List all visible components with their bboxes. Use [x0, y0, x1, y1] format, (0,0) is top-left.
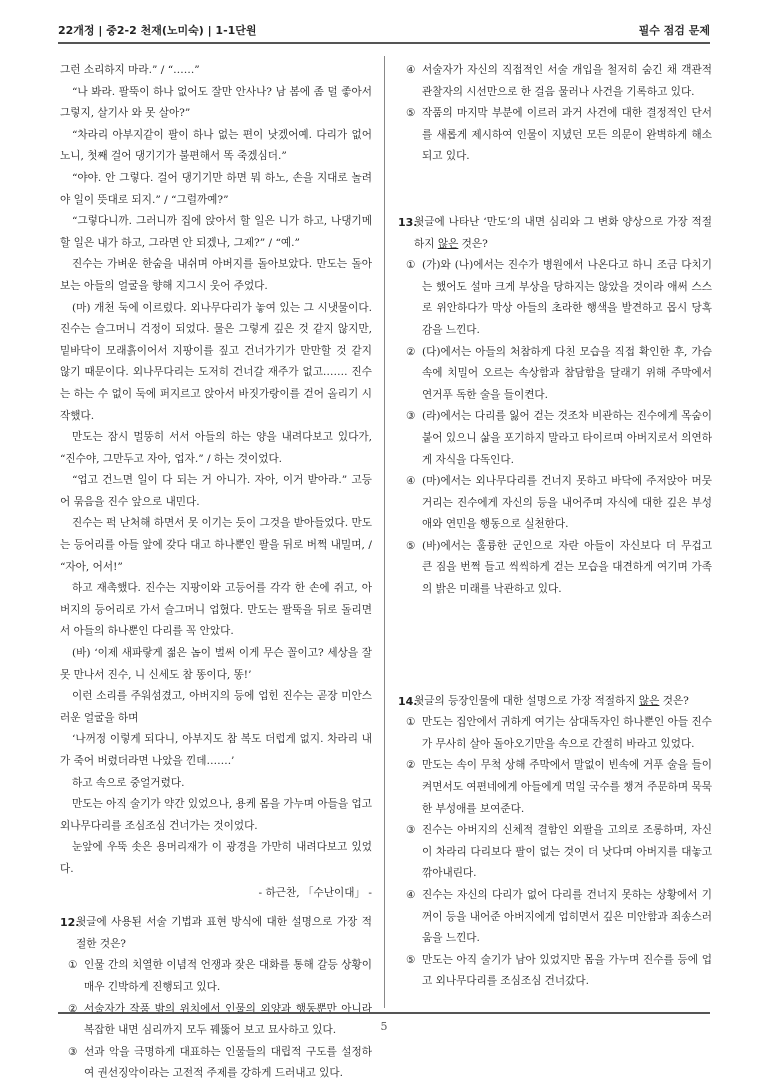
question-12	[60, 912, 372, 1085]
passage-paragraph: 만도는 아직 술기가 약간 있었으나, 용케 몸을 가누며 아들을 업고 외나무다리를 조심조심 건너가는 것이었다.	[60, 798, 372, 832]
question-12-continued	[398, 60, 712, 168]
answer-option[interactable]	[406, 342, 712, 407]
answer-option[interactable]	[406, 712, 712, 755]
passage-paragraph: 그런 소리하지 마라.” / “……”	[60, 64, 200, 76]
option-marker: ⑤	[406, 539, 416, 552]
passage-paragraph: 하고 재촉했다. 진수는 지팡이와 고등어를 각각 한 손에 쥐고, 아버지의 등어리로 가서 슬그머니 업혔다. 만도는 팔뚝을 뒤로 돌리면서 아들의 하나뿐인 다리를 꼭 안았다.	[60, 582, 372, 638]
question-number: 14.	[398, 694, 418, 708]
passage-paragraph: “나 봐라. 팔뚝이 하나 없어도 잘만 안사나? 남 봄에 좀 덜 좋아서 그렇지, 살기사 와 못 살아?”	[60, 85, 372, 120]
passage	[60, 60, 372, 881]
passage-citation: - 하근찬, 「수난이대」 -	[258, 886, 372, 899]
question-stem: 윗글에 사용된 서술 기법과 표현 방식에 대한 설명으로 가장 적절한 것은?	[76, 916, 372, 950]
passage-paragraph: “야야. 안 그렇다. 걸어 댕기기만 하면 뭐 하노, 손을 지대로 놀려야 일이 뜻대로 되지.” / “그럴까예?”	[60, 171, 372, 206]
option-text: 선과 악을 극명하게 대표하는 인물들의 대립적 구도를 설정하여 권선징악이라는 고전적 주제를 강하게 드러내고 있다.	[84, 1045, 372, 1080]
passage-paragraph: ‘나꺼정 이렇게 되다니, 아부지도 참 복도 더럽게 없지. 차라리 내가 죽어 버렸더라면 나았을 낀데…….’	[60, 733, 372, 767]
question-stem: 윗글의 등장인물에 대한 설명으로 가장 적절하지 않은 것은?	[414, 694, 689, 707]
page-number: 5	[380, 1020, 388, 1033]
emphasis-not: 않은	[437, 237, 459, 250]
option-marker: ②	[406, 345, 416, 358]
option-marker: ⑤	[406, 107, 416, 120]
passage-paragraph: (바) ‘이제 새파랗게 젊은 놈이 벌써 이게 무슨 꼴이고? 세상을 잘못 만나서 진수, 니 신세도 참 똥이다, 똥!’	[60, 647, 372, 681]
option-text: 진수는 아버지의 신체적 결함인 외팔을 고의로 조롱하며, 자신이 차라리 다리보다 팔이 없는 것이 더 낫다며 아버지를 대놓고 깎아내린다.	[422, 824, 712, 880]
column-divider	[384, 56, 385, 1008]
passage-paragraph: “업고 건느면 일이 다 되는 거 아니가. 자아, 이거 받아라.” 고등어 묶음을 진수 앞으로 내민다.	[60, 474, 372, 508]
passage-paragraph: 하고 속으로 중얼거렸다.	[72, 776, 185, 789]
answer-option[interactable]	[406, 820, 712, 885]
option-text: 진수는 자신의 다리가 없어 다리를 건너지 못하는 상황에서 기꺼이 등을 내어준 아버지에게 업히면서 깊은 미안함과 죄송스러움을 느낀다.	[422, 889, 712, 945]
question-stem: 윗글에 나타난 ‘만도’의 내면 심리와 그 변화 양상으로 가장 적절하지 않은 것은?	[414, 215, 712, 250]
page-header	[58, 18, 710, 40]
answer-option[interactable]	[406, 103, 712, 168]
option-marker: ①	[68, 959, 78, 972]
option-text: (라)에서는 다리를 잃어 걷는 것조차 비관하는 진수에게 목숨이 붙어 있으니 삶을 포기하지 말라고 타이르며 아버지로서 의연하게 자식을 다독인다.	[422, 410, 712, 466]
passage-paragraph: 이런 소리를 주워섬겼고, 아버지의 등에 업힌 진수는 곧장 미안스러운 얼굴을 하며	[60, 690, 372, 724]
question-13	[398, 212, 712, 601]
option-text: 만도는 속이 무척 상해 주막에서 말없이 빈속에 거푸 술을 들이켜면서도 여편네에게 아들에게 먹일 국수를 챙겨 주문하며 묵묵한 부성애를 보여준다.	[422, 759, 712, 815]
question-number: 12.	[60, 916, 80, 930]
question-number: 13.	[398, 215, 418, 229]
option-marker: ①	[406, 259, 416, 272]
option-text: 서술자가 자신의 직접적인 서술 개입을 철저히 숨긴 채 객관적 관찰자의 시선만으로 한 걸음 물러나 사건을 기록하고 있다.	[422, 64, 712, 98]
passage-paragraph: “그렇다니까. 그러니까 집에 앉아서 할 일은 니가 하고, 나댕기메 할 일은 내가 하고, 그라면 안 되겠나, 그제?” / “예.”	[60, 215, 372, 249]
option-marker: ③	[406, 410, 416, 423]
option-marker: ②	[406, 759, 416, 772]
question-14	[398, 691, 712, 993]
answer-option[interactable]	[68, 1042, 372, 1085]
right-column	[398, 60, 712, 993]
option-list	[398, 255, 712, 601]
answer-option[interactable]	[406, 406, 712, 471]
option-text: (다)에서는 아들의 처참하게 다친 모습을 직접 확인한 후, 가슴속에 치밀어 오르는 속상함과 참담함을 달래기 위해 주막에서 연거푸 독한 술을 들이켠다.	[422, 345, 712, 401]
passage-paragraph: (마) 개천 둑에 이르렀다. 외나무다리가 놓여 있는 그 시냇물이다. 진수는 슬그머니 걱정이 되었다. 물은 그렇게 깊은 것 같지 않지만, 밑바닥이 모래흙이어서 지팡이를 짚고 건너가기가 만만할 것 같지 않기 때문이다. 외나무다리는 도저히 건너갈 재주가 없고……. 진수는 하는 수 없이 둑에 퍼지르고 앉아서 바짓가랑이를 걷어 올리기 시작했다.	[60, 301, 372, 422]
option-marker: ①	[406, 716, 416, 729]
answer-option[interactable]	[406, 536, 712, 601]
option-list	[398, 712, 712, 993]
passage-paragraph: 눈앞에 우뚝 솟은 용머리재가 이 광경을 가만히 내려다보고 있었다.	[60, 841, 372, 875]
option-text: (바)에서는 훌륭한 군인으로 자란 아들이 자신보다 더 무겁고 큰 짐을 번쩍 들고 씩씩하게 걷는 모습을 대견하게 여기며 가족의 밝은 미래를 낙관하고 있다.	[422, 539, 712, 596]
option-marker: ③	[68, 1045, 78, 1058]
answer-option[interactable]	[406, 755, 712, 820]
answer-option[interactable]	[406, 471, 712, 536]
answer-option[interactable]	[406, 60, 712, 103]
emphasis-not: 않은	[638, 694, 660, 707]
answer-option[interactable]	[406, 255, 712, 341]
option-text: 만도는 집안에서 귀하게 여기는 삼대독자인 하나뿐인 아들 진수가 무사히 살아 돌아오기만을 속으로 간절히 바라고 있었다.	[422, 716, 712, 750]
footer-rule	[58, 1012, 710, 1014]
option-text: (가)와 (나)에서는 진수가 병원에서 나온다고 하니 조금 다치기는 했어도 설마 크게 부상을 당하지는 않았을 것이라 애써 스스로 위안하다가 막상 아들의 초라한 행색을 발견하고 몹시 당혹감을 느낀다.	[422, 259, 712, 336]
header-rule	[58, 42, 710, 44]
option-text: 인물 간의 치열한 이념적 언쟁과 잦은 대화를 통해 갈등 상황이 매우 긴박하게 진행되고 있다.	[84, 959, 372, 993]
option-marker: ④	[406, 889, 416, 901]
option-marker: ③	[406, 824, 416, 837]
answer-option[interactable]	[406, 950, 712, 993]
header-section-title: 필수 점검 문제	[638, 24, 710, 37]
option-text: 서술자가 작품 밖의 위치에서 인물의 외양과 행동뿐만 아니라 복잡한 내면 심리까지 모두 꿰뚫어 보고 묘사하고 있다.	[84, 1002, 372, 1037]
passage-paragraph: 진수는 퍽 난처해 하면서 못 이기는 듯이 그것을 받아들었다. 만도는 등어리를 아들 앞에 갖다 대고 하나뿐인 팔을 뒤로 버쩍 내밀며, / “자아, 어서!”	[60, 517, 372, 573]
option-text: (마)에서는 외나무다리를 건너지 못하고 바닥에 주저앉아 머뭇거리는 진수에게 자신의 등을 내어주며 자식에 대한 깊은 부성애와 연민을 행동으로 실천한다.	[422, 475, 712, 531]
option-marker: ④	[406, 475, 416, 488]
passage-paragraph: “차라리 아부지같이 팔이 하나 없는 편이 낫겠어예. 다리가 없어 노니, 첫째 걸어 댕기기가 불편해서 똑 죽겠심더.”	[60, 128, 372, 163]
answer-option[interactable]	[68, 955, 372, 998]
option-marker: ⑤	[406, 953, 416, 966]
option-marker: ②	[68, 1002, 78, 1015]
header-course-info: 22개정 | 중2-2 천재(노미숙) | 1-1단원	[58, 24, 257, 37]
option-marker: ④	[406, 64, 416, 76]
passage-paragraph: 진수는 가벼운 한숨을 내쉬며 아버지를 돌아보았다. 만도는 돌아보는 아들의 얼굴을 향해 지그시 웃어 주었다.	[60, 258, 372, 292]
answer-option[interactable]	[406, 885, 712, 950]
passage-paragraph: 만도는 잠시 멀뚱히 서서 아들의 하는 양을 내려다보고 있다가, “진수야, 그만두고 자아, 업자.” / 하는 것이었다.	[60, 431, 372, 465]
left-column	[60, 60, 372, 1085]
option-text: 만도는 아직 술기가 남아 있었지만 몸을 가누며 진수를 등에 업고 외나무다리를 조심조심 건너갔다.	[422, 953, 712, 988]
option-text: 작품의 마지막 부분에 이르러 과거 사건에 대한 결정적인 단서를 새롭게 제시하여 인물이 지녔던 모든 의문이 완벽하게 해소되고 있다.	[422, 107, 712, 163]
